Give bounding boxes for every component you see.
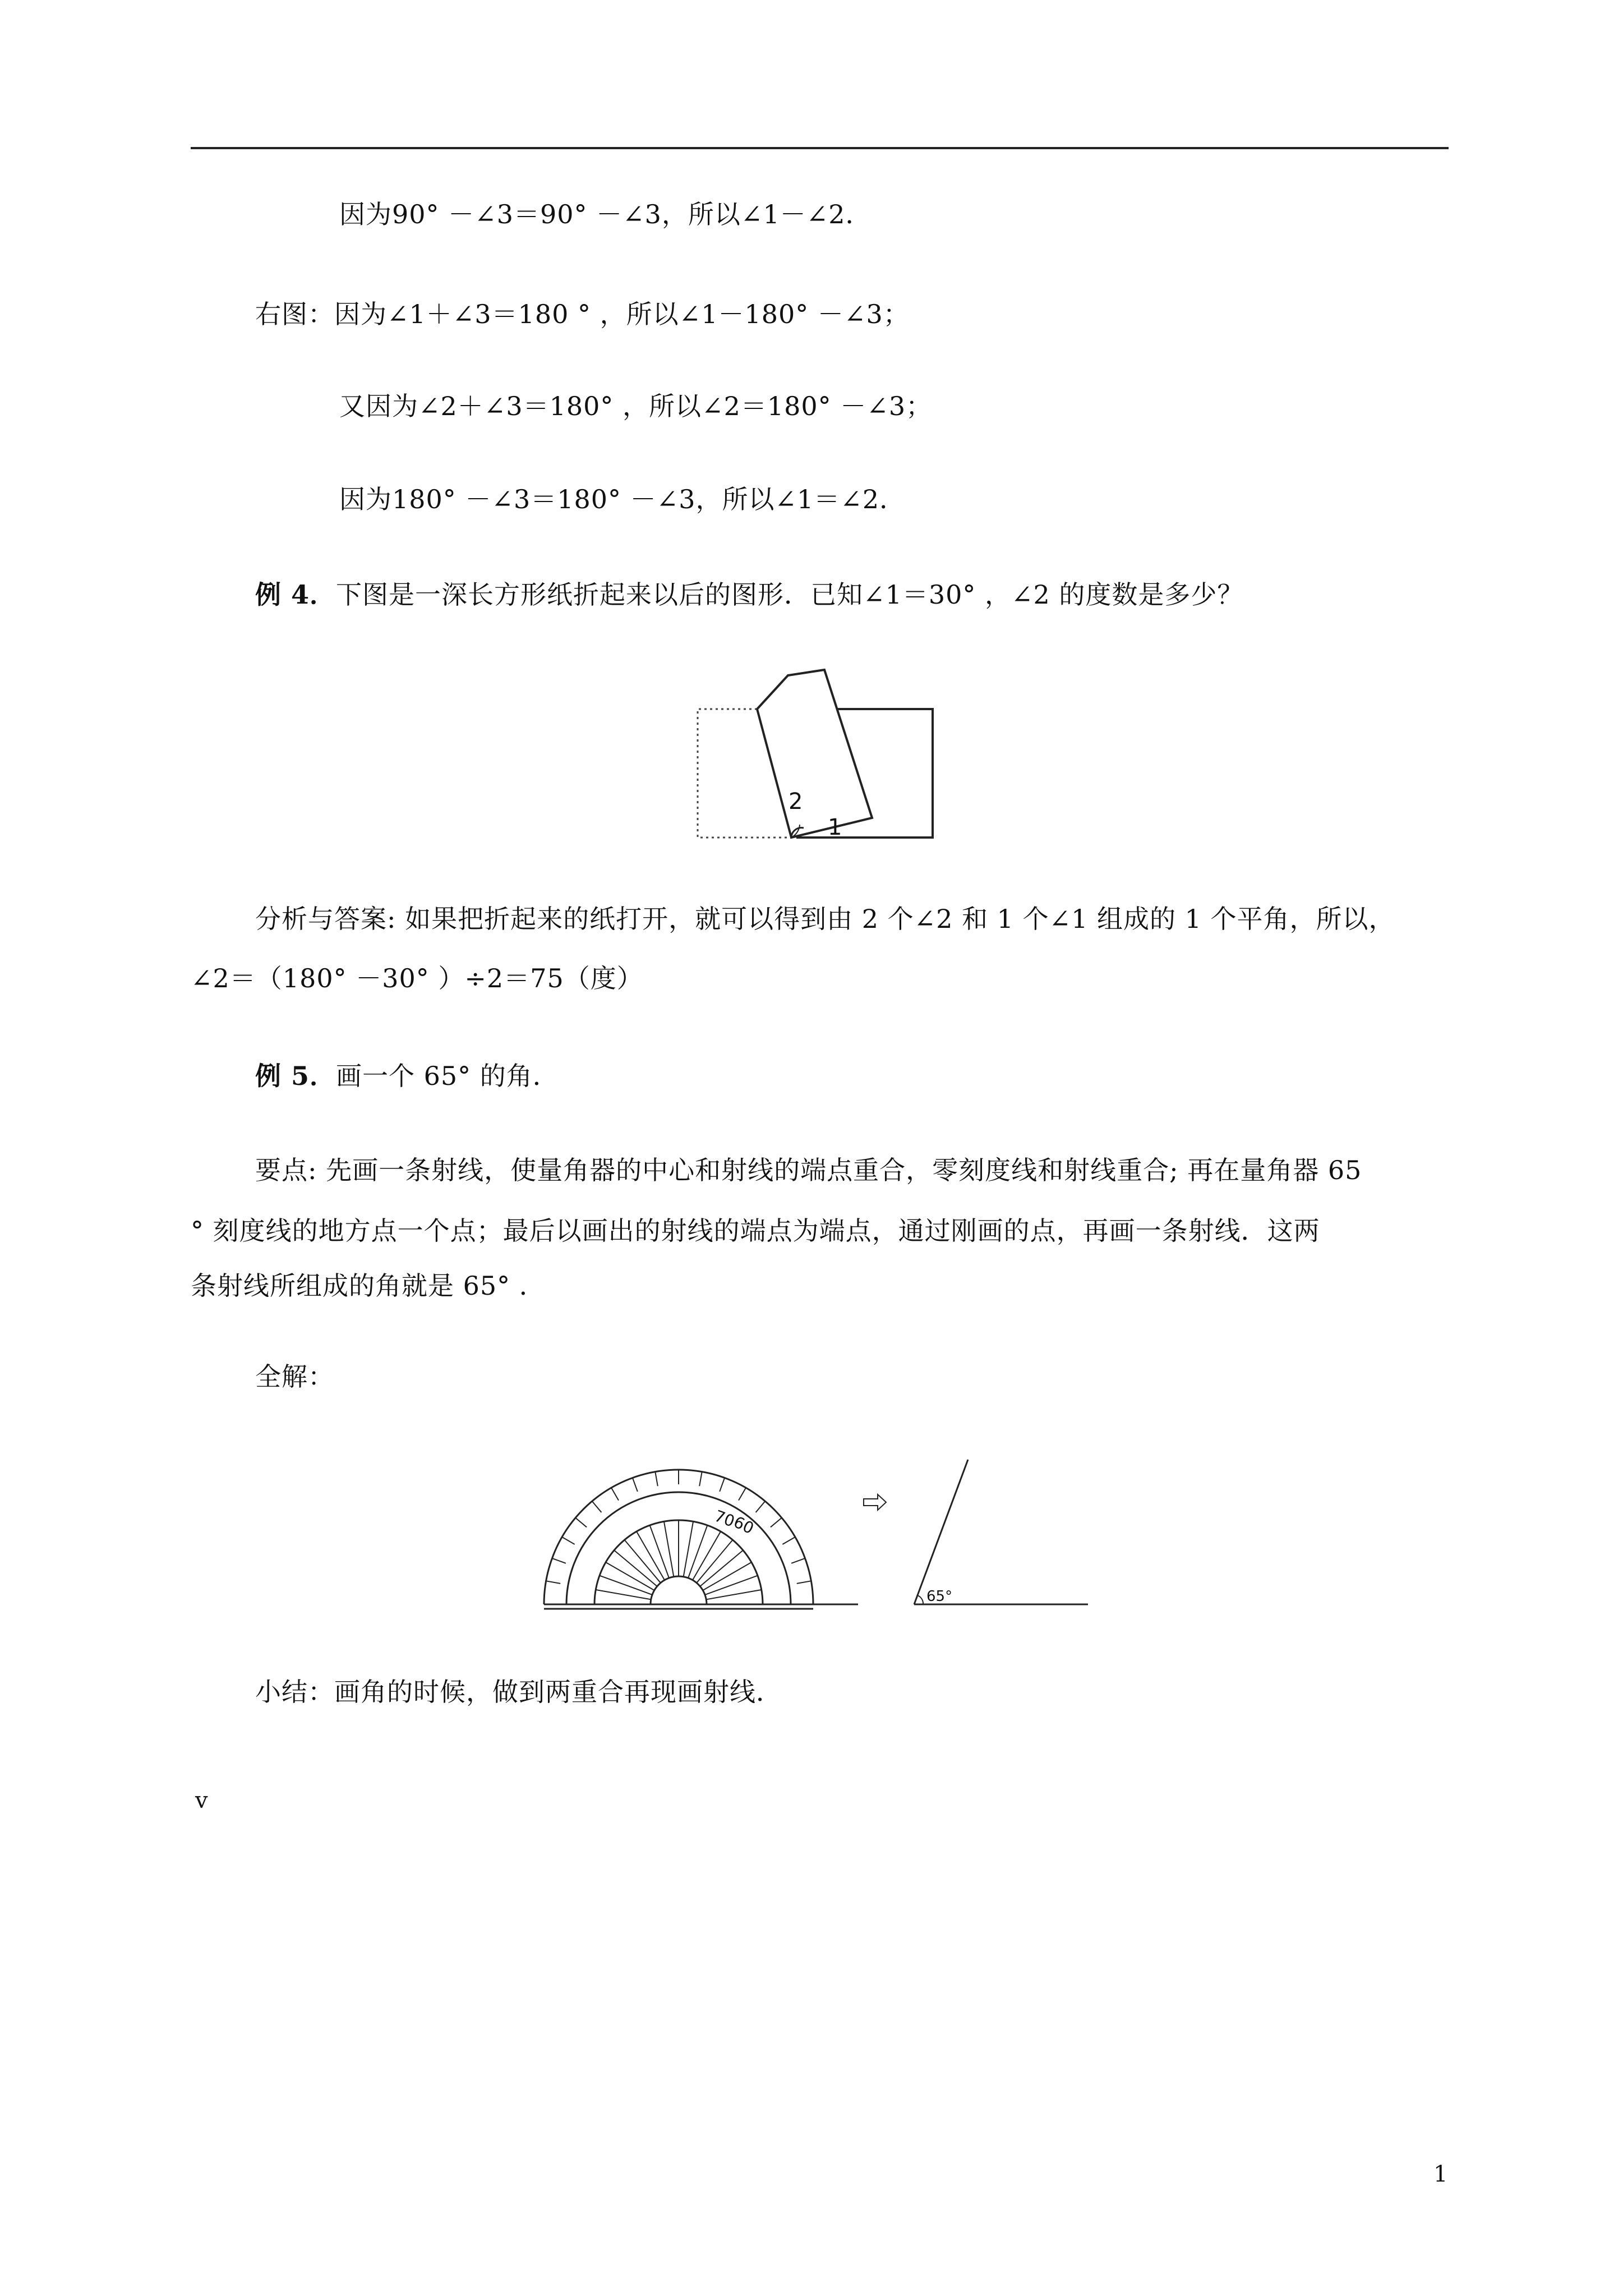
protractor-tick	[633, 1478, 638, 1491]
example-5	[255, 1059, 559, 1093]
summary-line: 小结：画角的时候，做到两重合再现画射线．	[255, 1677, 782, 1707]
protractor-tick	[575, 1518, 587, 1527]
example-4	[255, 578, 1243, 611]
full-solution-label: 全解：	[255, 1361, 334, 1392]
protractor-tick	[611, 1488, 619, 1501]
protractor-tick	[655, 1472, 658, 1487]
arrow-right-icon	[864, 1494, 886, 1510]
keypoints-line-1: 要点: 先画一条射线，使量角器的中心和射线的端点重合，零刻度线和射线重合; 再在量角器 65	[255, 1155, 1362, 1185]
keypoints-line-3: 条射线所组成的角就是 65° ．	[191, 1271, 546, 1301]
protractor-tick	[791, 1558, 805, 1563]
protractor-tick	[562, 1537, 575, 1544]
text-line-4: 因为180° －∠3＝180° －∠3，所以∠1＝∠2．	[339, 484, 906, 514]
scale-label-70: 70	[712, 1506, 737, 1531]
protractor-tick	[592, 1501, 602, 1512]
example-4-label: 例 4．	[255, 579, 336, 610]
protractor-tick	[756, 1501, 766, 1512]
protractor-figure	[533, 1436, 1099, 1616]
angle-65-label: 65°	[926, 1588, 953, 1605]
protractor-tick	[546, 1581, 561, 1584]
protractor-tick	[699, 1472, 702, 1487]
header-rule	[191, 147, 1449, 149]
protractor-tick	[720, 1478, 725, 1491]
text-line-3: 又因为∠2＋∠3＝180° ，所以∠2＝180° －∠3；	[339, 391, 933, 421]
stray-mark: v	[195, 1788, 209, 1814]
example-5-label: 例 5．	[255, 1061, 336, 1091]
example-4-text: 下图是一深长方形纸折起来以后的图形．已知∠1＝30° ，∠2 的度数是多少？	[336, 579, 1244, 610]
page-number: 1	[1433, 2161, 1449, 2187]
text-line-1: 因为90° －∠3＝90° －∠3，所以∠1－∠2．	[339, 199, 872, 229]
protractor-tick	[552, 1558, 565, 1563]
protractor-tick	[739, 1488, 746, 1501]
protractor-tick	[771, 1518, 782, 1527]
folded-paper-figure	[690, 662, 953, 847]
analysis-line-1: 分析与答案: 如果把折起来的纸打开，就可以得到由 2 个∠2 和 1 个∠1 组成的 1 个平角，所以，	[255, 904, 1395, 934]
protractor-tick	[782, 1537, 795, 1544]
angle-2-label: 2	[789, 789, 803, 815]
scale-label-60: 60	[731, 1512, 757, 1538]
keypoints-line-2: ° 刻度线的地方点一个点；最后以画出的射线的端点为端点，通过刚画的点，再画一条射线．这两	[191, 1216, 1320, 1246]
text-line-2: 右图：因为∠1＋∠3＝180 ° ，所以∠1－180° －∠3；	[255, 299, 910, 329]
analysis-line-2: ∠2＝（180° －30° ）÷2＝75（度）	[191, 963, 643, 993]
protractor-tick	[797, 1581, 811, 1584]
angle-1-label: 1	[828, 815, 842, 840]
example-5-text: 画一个 65° 的角．	[336, 1061, 559, 1091]
